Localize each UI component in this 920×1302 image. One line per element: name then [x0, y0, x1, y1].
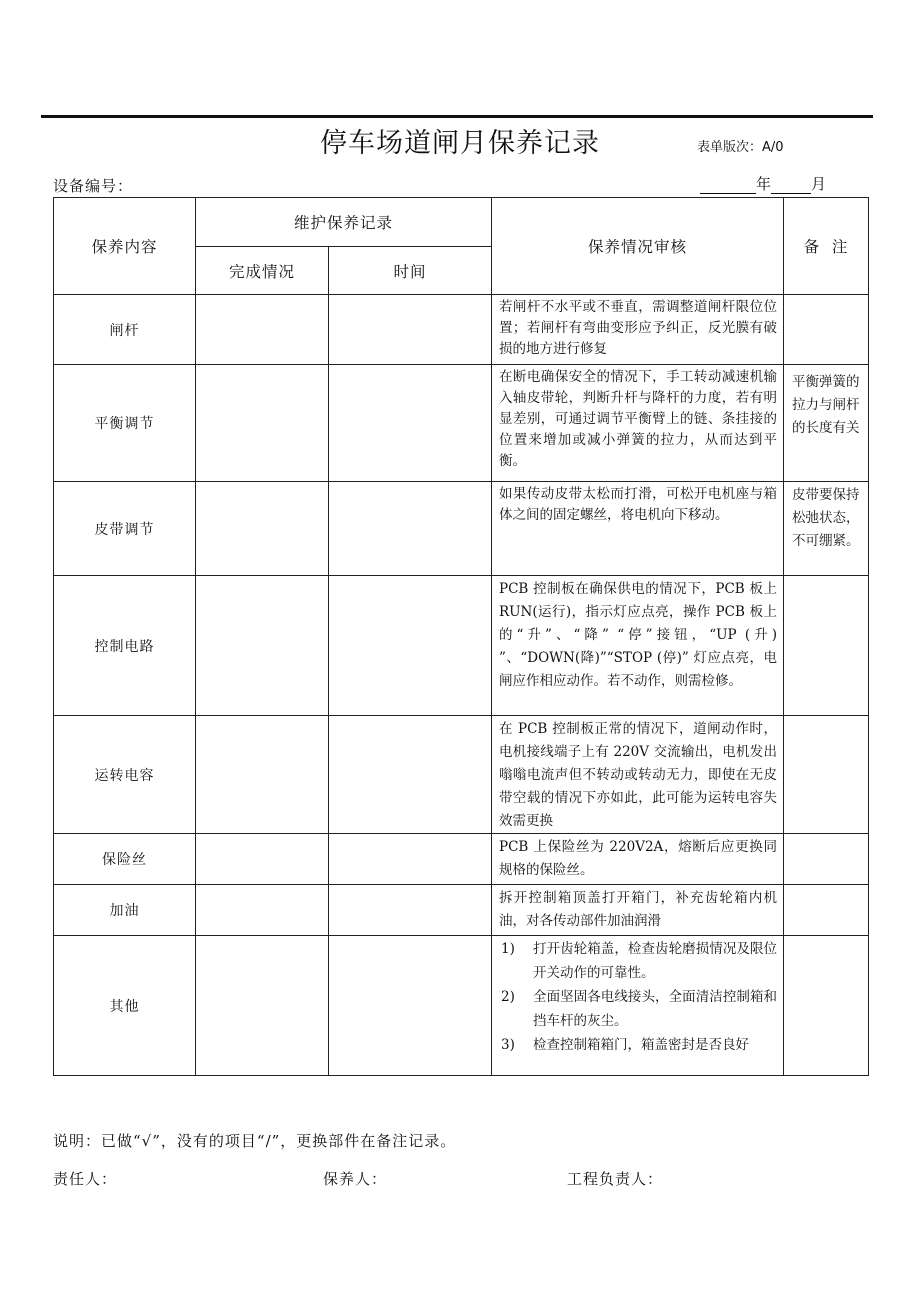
header-time: 时间 [329, 247, 492, 295]
list-text: 检查控制箱箱门，箱盖密封是否良好 [533, 1037, 750, 1053]
time-cell[interactable] [329, 834, 492, 885]
maintenance-table [53, 197, 869, 1076]
table-row [54, 885, 869, 936]
top-rule [41, 115, 873, 118]
row-item: 运转电容 [54, 716, 196, 834]
row-item: 加油 [54, 885, 196, 936]
month-blank[interactable] [771, 178, 811, 194]
review-cell: 如果传动皮带太松而打滑，可松开电机座与箱体之间的固定螺丝，将电机向下移动。 [492, 482, 784, 576]
time-cell[interactable] [329, 295, 492, 365]
completion-cell[interactable] [196, 295, 329, 365]
completion-cell[interactable] [196, 482, 329, 576]
time-cell[interactable] [329, 365, 492, 482]
time-cell[interactable] [329, 576, 492, 716]
completion-cell[interactable] [196, 365, 329, 482]
review-cell: PCB 控制板在确保供电的情况下，PCB 板上 RUN(运行)，指示灯应点亮，操作 PCB 板上的“升”、“降” “停”接钮，“UP (升) ”、“DOWN(降)”“STOP (停)” 灯应点亮，电闸应作相应动作。若不动作，则需检修。 [492, 576, 784, 716]
form-version: 表单版次：A/0 [697, 140, 784, 155]
maintainer-label: 保养人： [323, 1170, 388, 1188]
header-completion: 完成情况 [196, 247, 329, 295]
engineer-label: 工程负责人： [567, 1170, 664, 1188]
year-label: 年 [756, 175, 772, 193]
completion-cell[interactable] [196, 936, 329, 1076]
review-cell [492, 936, 784, 1076]
list-item [499, 1033, 777, 1057]
explanation-note: 说明：已做“√”，没有的项目“/”，更换部件在备注记录。 [53, 1132, 457, 1150]
list-text: 全面坚固各电线接头，全面清洁控制箱和挡车杆的灰尘。 [533, 989, 778, 1029]
other-checklist [499, 937, 777, 1057]
responsible-person-label: 责任人： [53, 1170, 118, 1188]
table-row [54, 936, 869, 1076]
month-label: 月 [811, 175, 827, 193]
remark-cell[interactable] [784, 834, 869, 885]
header-remark: 备 注 [784, 198, 869, 295]
time-cell[interactable] [329, 936, 492, 1076]
review-cell: 在断电确保安全的情况下，手工转动减速机输入轴皮带轮，判断升杆与降杆的力度，若有明显差别，可通过调节平衡臂上的链、条挂接的位置来增加或减小弹簧的拉力，从而达到平衡。 [492, 365, 784, 482]
header-record-group: 维护保养记录 [196, 198, 492, 247]
table-row [54, 576, 869, 716]
remark-cell[interactable]: 平衡弹簧的拉力与闸杆的长度有关 [784, 365, 869, 482]
remark-cell[interactable] [784, 576, 869, 716]
completion-cell[interactable] [196, 834, 329, 885]
year-month-field [700, 173, 826, 194]
header-review: 保养情况审核 [492, 198, 784, 295]
list-number: 1) [501, 941, 515, 957]
list-text: 打开齿轮箱盖，检查齿轮磨损情况及限位开关动作的可靠性。 [533, 941, 778, 981]
list-item [499, 937, 777, 985]
list-number: 2) [501, 989, 515, 1005]
review-cell: PCB 上保险丝为 220V2A，熔断后应更换同规格的保险丝。 [492, 834, 784, 885]
completion-cell[interactable] [196, 716, 329, 834]
table-row [54, 716, 869, 834]
remark-cell[interactable]: 皮带要保持松弛状态，不可绷紧。 [784, 482, 869, 576]
completion-cell[interactable] [196, 576, 329, 716]
row-item: 闸杆 [54, 295, 196, 365]
header-content: 保养内容 [54, 198, 196, 295]
review-cell: 若闸杆不水平或不垂直，需调整道闸杆限位位置；若闸杆有弯曲变形应予纠正，反光膜有破损的地方进行修复 [492, 295, 784, 365]
table-row [54, 834, 869, 885]
row-item: 皮带调节 [54, 482, 196, 576]
row-item: 控制电路 [54, 576, 196, 716]
remark-cell[interactable] [784, 885, 869, 936]
year-blank[interactable] [700, 178, 756, 194]
page-title: 停车场道闸月保养记录 [320, 128, 600, 159]
time-cell[interactable] [329, 482, 492, 576]
table-row [54, 295, 869, 365]
table-row [54, 482, 869, 576]
row-item: 其他 [54, 936, 196, 1076]
review-cell: 在 PCB 控制板正常的情况下，道闸动作时，电机接线端子上有 220V 交流输出，电机发出嗡嗡电流声但不转动或转动无力，即使在无皮带空载的情况下亦如此，此可能为运转电容失效需更换 [492, 716, 784, 834]
row-item: 平衡调节 [54, 365, 196, 482]
table-row [54, 365, 869, 482]
remark-cell[interactable] [784, 716, 869, 834]
time-cell[interactable] [329, 716, 492, 834]
remark-cell[interactable] [784, 936, 869, 1076]
row-item: 保险丝 [54, 834, 196, 885]
device-number-label: 设备编号： [53, 177, 134, 195]
list-item [499, 985, 777, 1033]
time-cell[interactable] [329, 885, 492, 936]
review-cell: 拆开控制箱顶盖打开箱门，补充齿轮箱内机油，对各传动部件加油润滑 [492, 885, 784, 936]
completion-cell[interactable] [196, 885, 329, 936]
list-number: 3) [501, 1037, 515, 1053]
remark-cell[interactable] [784, 295, 869, 365]
